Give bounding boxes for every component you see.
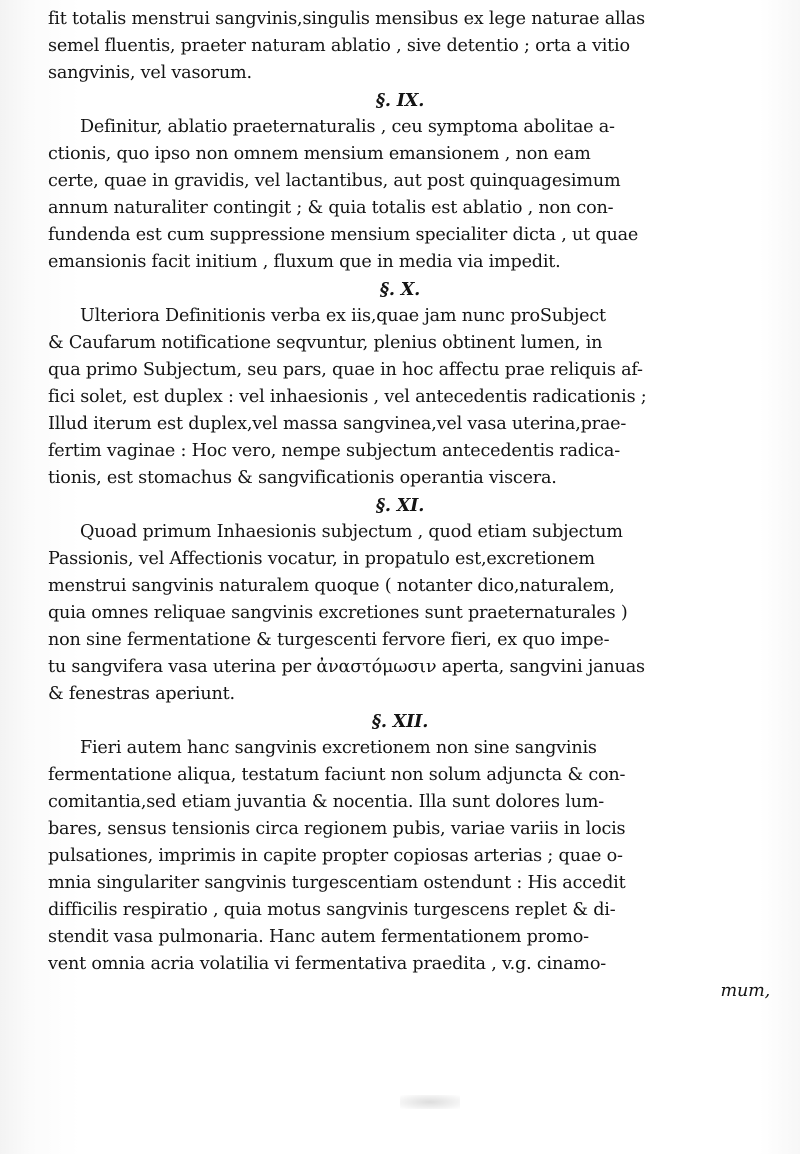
catchword: mum, xyxy=(720,981,770,1001)
text-line: fit totalis menstrui sangvinis,singulis mensibus ex lege naturae allas xyxy=(48,9,646,29)
text-line: qua primo Subjectum, seu pars, quae in hoc affectu prae reliquis af- xyxy=(48,360,643,380)
text-line: certe, quae in gravidis, vel lactantibus, aut post quinquagesimum xyxy=(48,171,621,191)
text-line: tionis, est stomachus & sangvificationis operantia viscera. xyxy=(48,468,557,488)
text-line: Fieri autem hanc sangvinis excretionem non sine sangvinis xyxy=(80,738,597,758)
text-line: Illud iterum est duplex,vel massa sangvinea,vel vasa uterina,prae- xyxy=(48,414,627,434)
section-heading: §. X. xyxy=(379,279,421,300)
text-line: mnia singulariter sangvinis turgescentiam ostendunt : His accedit xyxy=(48,873,626,893)
text-line: difficilis respiratio , quia motus sangvinis turgescens replet & di- xyxy=(48,900,616,920)
section-heading: §. XII. xyxy=(371,711,429,732)
text-line: bares, sensus tensionis circa regionem pubis, variae variis in locis xyxy=(48,819,626,839)
ink-smudge xyxy=(400,1095,460,1109)
text-line: Ulteriora Definitionis verba ex iis,quae jam nunc proSubject xyxy=(80,306,606,326)
text-line: annum naturaliter contingit ; & quia totalis est ablatio , non con- xyxy=(48,198,614,218)
text-line: fundenda est cum suppressione mensium specialiter dicta , ut quae xyxy=(48,225,639,245)
text-line: sangvinis, vel vasorum. xyxy=(48,63,252,83)
text-line: comitantia,sed etiam juvantia & nocentia. Illa sunt dolores lum- xyxy=(48,792,605,812)
text-line: stendit vasa pulmonaria. Hanc autem fermentationem promo- xyxy=(48,927,589,947)
section-heading: §. IX. xyxy=(375,90,425,111)
text-line: vent omnia acria volatilia vi fermentativa praedita , v.g. cinamo- xyxy=(48,954,607,974)
text-line: ctionis, quo ipso non omnem mensium emansionem , non eam xyxy=(48,144,591,164)
text-line: fertim vaginae : Hoc vero, nempe subjectum antecedentis radica- xyxy=(48,441,620,461)
text-line: & Caufarum notificatione seqvuntur, plenius obtinent lumen, in xyxy=(48,333,603,353)
text-line: emansionis facit initium , fluxum que in media via impedit. xyxy=(48,252,561,272)
text-line: menstrui sangvinis naturalem quoque ( notanter dico,naturalem, xyxy=(48,576,615,596)
text-line: Definitur, ablatio praeternaturalis , ceu symptoma abolitae a- xyxy=(80,117,615,137)
text-line: quia omnes reliquae sangvinis excretiones sunt praeternaturales ) xyxy=(48,603,628,623)
text-line: tu sangvifera vasa uterina per ἀναστόμωσιν aperta, sangvini januas xyxy=(48,657,645,677)
text-line: fermentatione aliqua, testatum faciunt non solum adjuncta & con- xyxy=(48,765,626,785)
text-line: & fenestras aperiunt. xyxy=(48,684,235,704)
text-line: Quoad primum Inhaesionis subjectum , quod etiam subjectum xyxy=(80,522,623,542)
text-line: semel fluentis, praeter naturam ablatio , sive detentio ; orta a vitio xyxy=(48,36,630,56)
section-heading: §. XI. xyxy=(375,495,425,516)
text-line: non sine fermentatione & turgescenti fervore fieri, ex quo impe- xyxy=(48,630,610,650)
text-line: fici solet, est duplex : vel inhaesionis , vel antecedentis radicationis ; xyxy=(48,387,647,407)
text-line: pulsationes, imprimis in capite propter copiosas arterias ; quae o- xyxy=(48,846,623,866)
text-line: Passionis, vel Affectionis vocatur, in propatulo est,excretionem xyxy=(48,549,595,569)
